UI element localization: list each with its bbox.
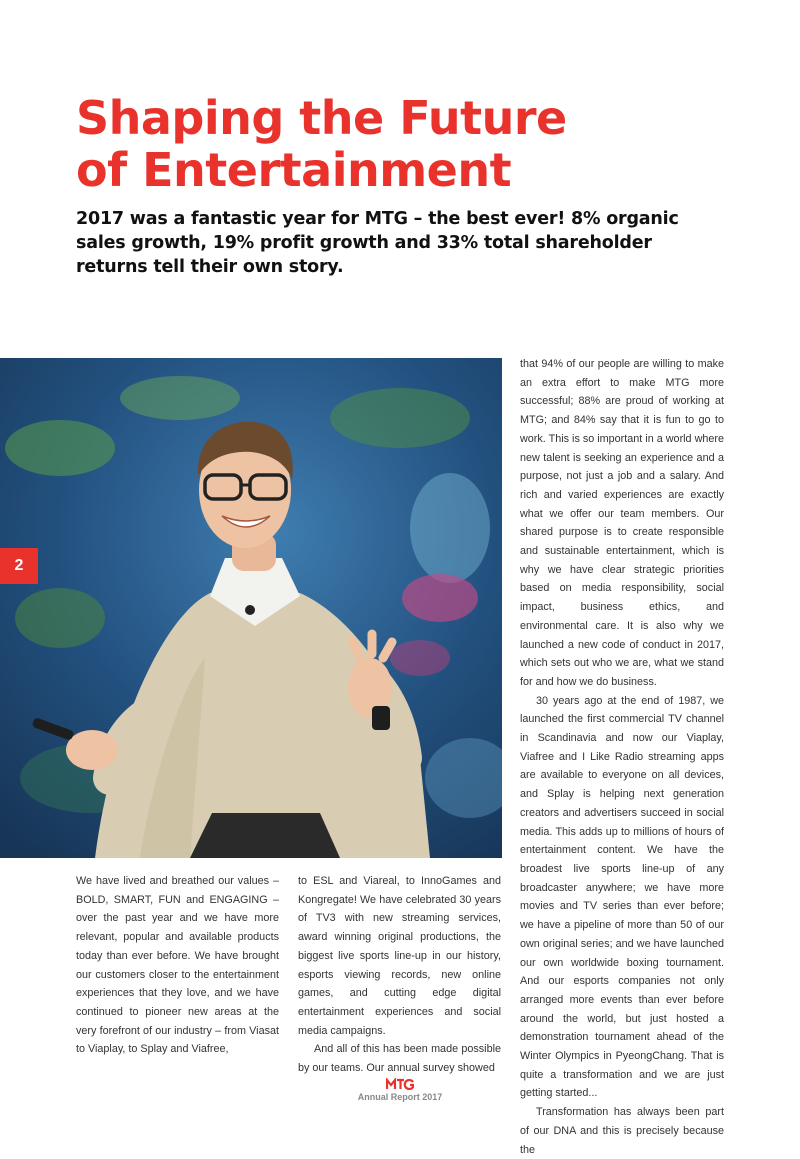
annual-report-label: Annual Report 2017 <box>357 1092 443 1102</box>
paragraph: Transformation has always been part of our DNA and this is precisely because the <box>520 1106 724 1156</box>
text-column-2 <box>298 872 501 1078</box>
speaker-photo <box>0 358 502 858</box>
page-number-tab: 2 <box>0 548 38 584</box>
page-footer <box>340 1078 460 1102</box>
title-line-2: of Entertainment <box>76 143 512 197</box>
lead-paragraph: 2017 was a fantastic year for MTG – the best ever! 8% organic sales growth, 19% profit growth and 33% total shareholder returns tell their own story. <box>76 209 679 277</box>
text-column-3 <box>520 355 724 1159</box>
text-column-1 <box>76 872 279 1059</box>
page-title <box>76 92 567 196</box>
paragraph: 30 years ago at the end of 1987, we launched the first commercial TV channel in Scandinavia and now our Viaplay, Viafree and I Like Radio streaming apps are available to everyone on all devices, and Splay is helping next generation creators and advertisers succeed in social media. This adds up to millions of hours of entertainment content. We have the broadest live sports line-up of any broadcaster anywhere; we have more movies and TV series than ever before; we have a pipeline of more than 50 of our own original series; and we have launched our own worldwide boxing tournament. And our esports companies not only arranged more events than ever before around the world, but just hosted a demonstration tournament ahead of the Winter Olympics in PyeongChang. That is quite a transformation and we are just getting started... <box>520 694 724 1100</box>
paragraph: And all of this has been made possible by our teams. Our annual survey showed <box>298 1043 501 1075</box>
paragraph: to ESL and Viareal, to InnoGames and Kongregate! We have celebrated 30 years of TV3 with new streaming services, award winning original productions, the biggest live sports line-up in our history, esports viewing records, new online games, and cutting edge digital entertainment experiences and social media campaigns. <box>298 875 501 1037</box>
paragraph: that 94% of our people are willing to make an extra effort to make MTG more successful; 88% are proud of working at MTG; and 84% say that it is fun to go to work. This is so important in a world where new talent is seeking an experience and a purpose, not just a job and a salary. And rich and varied experiences are exactly what we offer our team members. Our shared purpose is to create responsible and sustainable entertainment, which is why we have clear strategic priorities based on media responsibility, social impact, business ethics, and environmental care. It is also why we launched a new code of conduct in 2017, which sets out who we are, what we stand for and how we do business. <box>520 358 724 688</box>
mtg-logo <box>386 1078 414 1090</box>
paragraph: We have lived and breathed our values – BOLD, SMART, FUN and ENGAGING – over the past year and we have more relevant, popular and available products today than ever before. We have brought our customers closer to the entertainment experiences that they love, and we have continued to pioneer new areas at the very forefront of our industry – from Viasat to Viaplay, to Splay and Viafree, <box>76 875 279 1056</box>
title-line-1: Shaping the Future <box>76 91 567 145</box>
